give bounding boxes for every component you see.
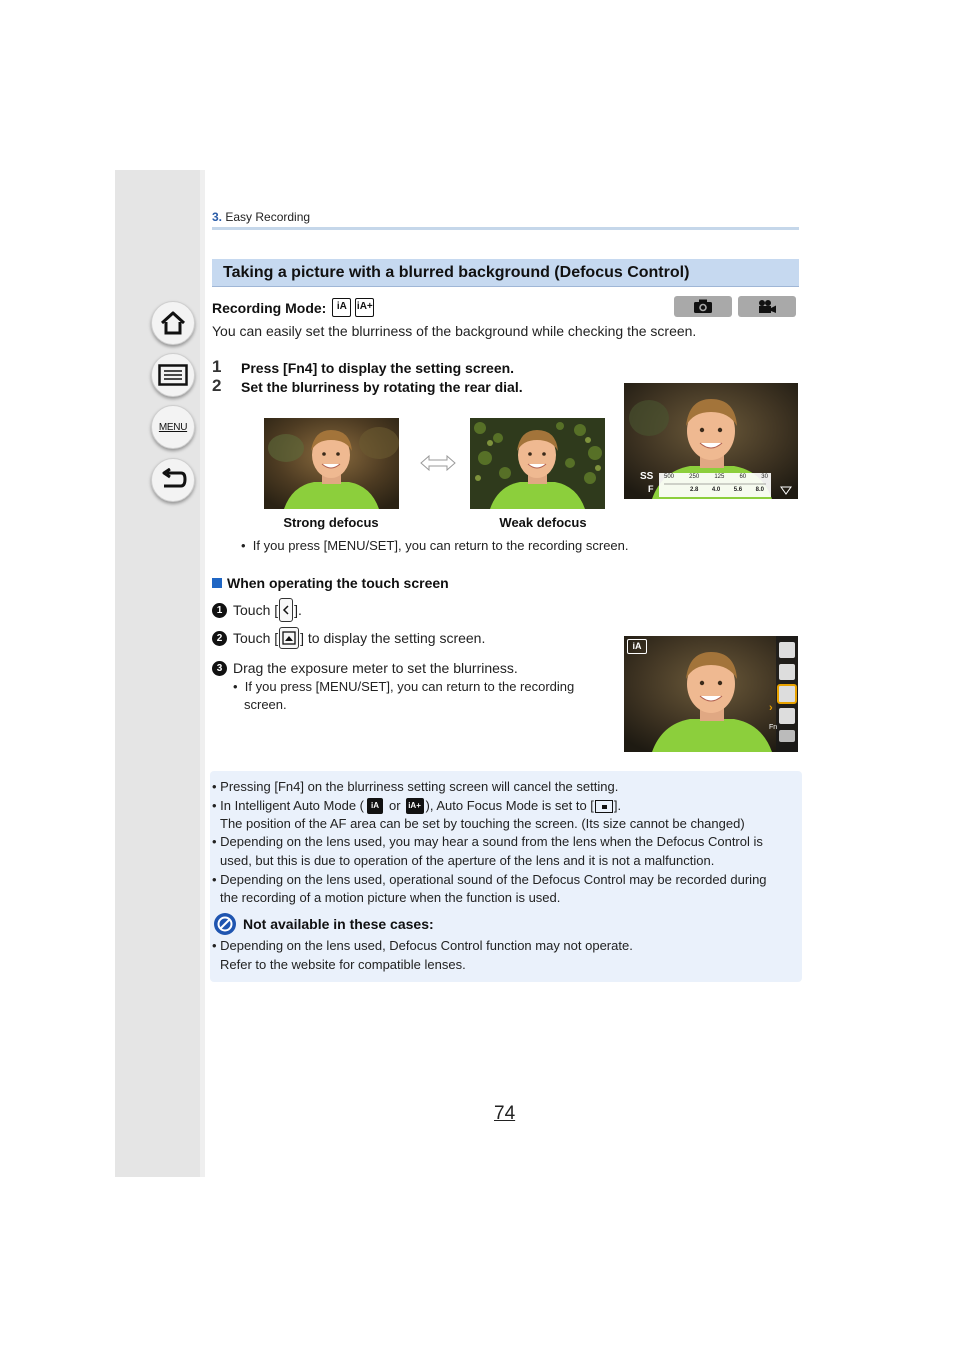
note-text: ), Auto Focus Mode is set to [ <box>425 798 594 813</box>
note-text: or <box>388 798 401 813</box>
defocus-indicator-icon <box>780 486 792 495</box>
touch-note: • If you press [MENU/SET], you can return to the recording <box>233 679 575 694</box>
header-rule <box>212 227 799 230</box>
ss-tick-label: 60 <box>739 474 747 480</box>
touch-step-1 <box>212 598 302 622</box>
shutter-speed-scale[interactable] <box>664 474 768 480</box>
touch-shutter-icon[interactable] <box>779 664 795 680</box>
touch-step-text: ] to display the setting screen. <box>300 630 486 646</box>
touch-step-text: ]. <box>294 602 302 618</box>
square-bullet-icon <box>212 578 222 588</box>
touch-note-line2: screen. <box>244 697 287 712</box>
not-available-title: Not available in these cases: <box>243 916 434 932</box>
intelligent-auto-icon: iA <box>332 298 351 317</box>
step-text: Set the blurriness by rotating the rear dial. <box>241 379 523 395</box>
aperture-label: F <box>648 484 654 494</box>
breadcrumb-label: Easy Recording <box>225 210 311 224</box>
step-circle-number: 3 <box>212 661 227 676</box>
step-number: 1 <box>212 357 222 376</box>
step-number: 2 <box>212 376 222 395</box>
note-text: Pressing [Fn4] on the blurriness setting screen will cancel the setting. <box>220 779 619 794</box>
note-text: the recording of a motion picture when the function is used. <box>220 890 561 905</box>
weak-defocus-photo <box>470 418 605 509</box>
double-arrow-icon <box>420 455 456 476</box>
note-text: Refer to the website for compatible lenses. <box>220 957 466 972</box>
contents-list-icon <box>158 364 188 386</box>
not-available-icon <box>213 912 237 936</box>
section-title: Taking a picture with a blurred background (Defocus Control) <box>212 259 799 287</box>
intelligent-auto-plus-icon: iA+ <box>355 298 374 317</box>
f-tick-label: 5.6 <box>733 487 743 493</box>
menu-button[interactable] <box>151 405 195 449</box>
touch-step-3 <box>212 660 518 676</box>
home-icon <box>159 310 187 336</box>
note-text: Depending on the lens used, operational sound of the Defocus Control may be recorded during <box>220 872 767 887</box>
intro-text: You can easily set the blurriness of the background while checking the screen. <box>212 323 697 339</box>
ss-tick-label: 500 <box>664 474 675 480</box>
contents-button[interactable] <box>151 353 195 397</box>
note-text: The position of the AF area can be set by touching the screen. (Its size cannot be changed) <box>220 816 745 831</box>
step2-note: • If you press [MENU/SET], you can return to the recording screen. <box>241 538 629 553</box>
note-text: Depending on the lens used, Defocus Control function may not operate. <box>220 938 633 953</box>
touch-step-text: Touch [ <box>233 602 279 618</box>
note-item: • Depending on the lens used, operational sound of the Defocus Control may be recorded during <box>212 872 767 887</box>
aperture-scale[interactable] <box>690 487 764 493</box>
shutter-speed-label: SS <box>640 471 654 482</box>
breadcrumb[interactable] <box>212 210 310 224</box>
recording-mode-label: Recording Mode: <box>212 299 327 316</box>
note-item: • In Intelligent Auto Mode ( iA or iA+ ), Auto Focus Mode is set to [ ]. <box>212 798 622 813</box>
touch-note-line1: If you press [MENU/SET], you can return to the recording <box>244 679 575 694</box>
expand-tab-icon <box>279 598 293 622</box>
note-text: ]. <box>613 798 622 813</box>
intelligent-auto-plus-icon: iA+ <box>406 798 424 814</box>
not-available-heading <box>213 912 434 936</box>
note-text: used, but this is due to operation of the aperture of the lens and it is not a malfunction. <box>220 853 715 868</box>
ss-tick-label: 250 <box>689 474 700 480</box>
movie-mode-tab <box>738 296 796 317</box>
defocus-control-touch-icon[interactable] <box>777 684 797 704</box>
sidebar-edge <box>200 170 205 1177</box>
note-item: • Depending on the lens used, Defocus Control function may not operate. <box>212 938 633 953</box>
step-circle-number: 2 <box>212 631 227 646</box>
intelligent-auto-mode-icon: iA <box>627 639 647 654</box>
touch-section-title <box>212 575 449 591</box>
ss-tick-label: 30 <box>761 474 768 480</box>
note-text: Depending on the lens used, you may hear a sound from the lens when the Defocus Control is <box>220 834 763 849</box>
return-icon <box>159 468 187 492</box>
camera-screen-touch <box>624 636 798 752</box>
page-number: 74 <box>494 1103 516 1124</box>
camera-mode-tab <box>674 296 732 317</box>
ss-tick-label: 125 <box>714 474 725 480</box>
note-item: • Pressing [Fn4] on the blurriness setting screen will cancel the setting. <box>212 779 619 794</box>
touch-step-2 <box>212 627 485 649</box>
camera-screen-exposure-meter <box>624 383 798 499</box>
touch-step-text: Drag the exposure meter to set the blurriness. <box>233 660 518 676</box>
note-item: • Depending on the lens used, you may hear a sound from the lens when the Defocus Control is <box>212 834 763 849</box>
f-tick-label: 4.0 <box>711 487 721 493</box>
step-text: Press [Fn4] to display the setting screen. <box>241 360 515 376</box>
defocus-control-icon <box>279 627 299 649</box>
weak-defocus-caption: Weak defocus <box>499 515 587 530</box>
touch-ae-icon[interactable] <box>779 708 795 724</box>
touch-section-title-text: When operating the touch screen <box>227 575 449 591</box>
back-button[interactable] <box>151 458 195 502</box>
menu-label: MENU <box>158 421 188 433</box>
function-button-icon[interactable] <box>779 730 795 742</box>
note-text: In Intelligent Auto Mode ( <box>220 798 364 813</box>
movie-camera-icon <box>757 299 777 314</box>
zoom-icon[interactable] <box>779 642 795 658</box>
strong-defocus-caption: Strong defocus <box>283 515 379 530</box>
af-area-icon <box>595 800 613 813</box>
step-circle-number: 1 <box>212 603 227 618</box>
breadcrumb-number: 3. <box>212 210 223 224</box>
recording-mode <box>212 298 374 317</box>
touch-step-text: Touch [ <box>233 630 279 646</box>
chevron-right-icon: › <box>769 702 773 714</box>
f-tick-label: 2.8 <box>690 487 699 493</box>
camera-icon <box>693 299 713 314</box>
intelligent-auto-icon: iA <box>367 798 383 814</box>
f-tick-label: 8.0 <box>755 487 764 493</box>
strong-defocus-photo <box>264 418 399 509</box>
home-button[interactable] <box>151 301 195 345</box>
fn-label: Fn <box>769 724 778 731</box>
step2-note-text: If you press [MENU/SET], you can return to the recording screen. <box>252 538 629 553</box>
